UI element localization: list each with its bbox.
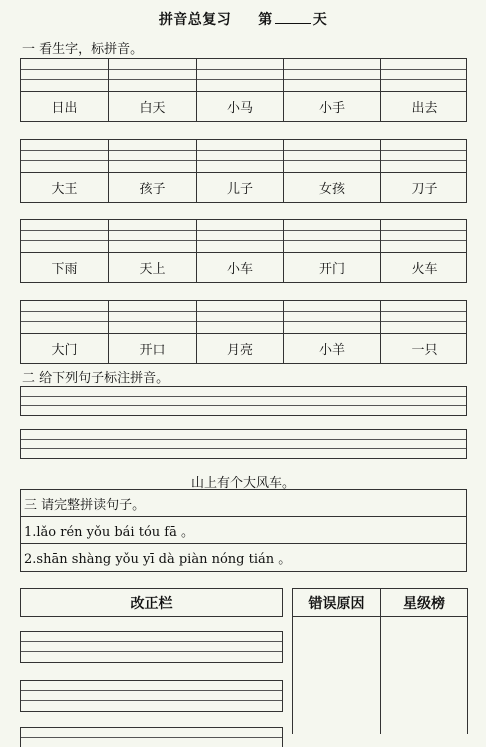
sentence-writing-lines-1[interactable] [20,386,467,416]
star-rank-column[interactable] [380,617,468,734]
section3-box [20,489,467,572]
character-cell: 刀子 [411,182,438,197]
star-rank-header: 星级榜 [380,588,468,617]
character-cell: 女孩 [284,173,381,202]
section3-heading: 三 请完整拼读句子。 [21,490,466,517]
sentence-writing-lines-2[interactable] [20,429,467,459]
pinyin-writing-area[interactable] [21,301,466,334]
character-grid-row-3 [20,219,467,283]
pinyin-writing-area[interactable] [21,220,466,253]
page-title [0,9,486,29]
correction-grid-1[interactable] [20,631,283,663]
title-main: 拼音总复习 [158,12,232,28]
character-cell: 天上 [109,253,197,282]
pinyin-writing-area[interactable] [21,59,466,92]
character-cell: 白天 [109,92,197,121]
character-cell: 月亮 [197,334,284,363]
character-cell: 小手 [284,92,381,121]
character-grid-row-4 [20,300,467,364]
character-cell: 下雨 [21,253,109,282]
title-day-suffix: 天 [312,12,328,28]
character-cell: 大门 [21,334,109,363]
character-cell: 小车 [197,253,284,282]
error-reason-column[interactable] [292,617,381,734]
error-reason-header: 错误原因 [292,588,380,617]
correction-grid-3[interactable] [20,727,283,747]
character-grid-row-1 [20,58,467,122]
pinyin-writing-area[interactable] [21,140,466,173]
character-cell: 小羊 [284,334,381,363]
section3-item-1: 1.lǎo rén yǒu bái tóu fā 。 [21,517,466,544]
character-cell: 开门 [284,253,381,282]
section1-heading: 一 看生字，标拼音。 [22,42,144,57]
character-grid-row-2 [20,139,467,203]
character-cell: 儿子 [197,173,284,202]
character-cell: 小马 [197,92,284,121]
title-day-prefix: 第 [258,12,273,28]
section2-sentence: 山上有个大风车。 [190,476,295,491]
character-cell: 开口 [109,334,197,363]
day-blank[interactable] [275,11,311,24]
character-cell: 火车 [411,262,438,277]
character-cell: 一只 [411,343,438,358]
section2-heading: 二 给下列句子标注拼音。 [22,371,170,386]
character-cell: 孩子 [109,173,197,202]
correction-header: 改正栏 [20,588,283,617]
character-cell: 日出 [21,92,109,121]
character-cell: 大王 [21,173,109,202]
section3-item-2: 2.shān shàng yǒu yī dà piàn nóng tián 。 [24,552,292,567]
correction-grid-2[interactable] [20,680,283,712]
character-cell: 出去 [411,101,438,116]
